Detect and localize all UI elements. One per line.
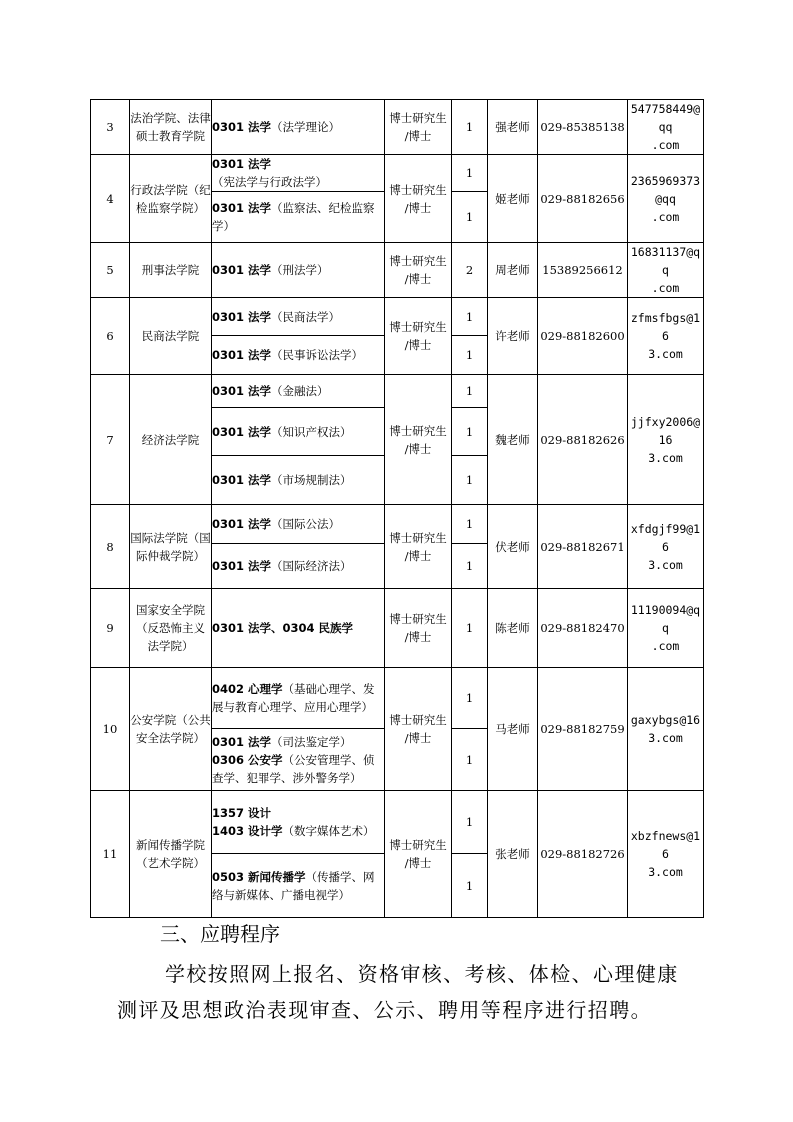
contact-phone: 029-88182726: [538, 791, 628, 918]
major-code: 0301 法学: [212, 384, 272, 398]
major-direction: （数字媒体艺术）: [282, 824, 375, 838]
email-line: 16831137@qq: [630, 245, 701, 277]
position-count: 1: [452, 505, 488, 544]
major-code: 0402 心理学: [212, 682, 283, 696]
contact-email[interactable]: [628, 100, 704, 155]
email-line: jjfxy2006@16: [630, 414, 701, 447]
major-direction: （知识产权法）: [271, 424, 352, 439]
table-row: [91, 589, 704, 668]
major-entry: [212, 557, 384, 575]
major-cell: [212, 505, 385, 544]
college-name: [130, 375, 212, 505]
major-code: 1357 设计: [212, 806, 272, 820]
degree-requirement: [385, 589, 452, 668]
major-entry: [212, 804, 384, 822]
table-row: [91, 100, 704, 155]
major-code: 1403 设计学: [212, 824, 283, 838]
degree-requirement: [385, 668, 452, 791]
contact-person: 许老师: [488, 298, 538, 375]
email-line: 2365969373@qq: [630, 173, 701, 206]
major-entry: [212, 868, 384, 904]
degree-requirement: [385, 505, 452, 589]
degree-requirement: [385, 100, 452, 155]
email-line: 3.com: [648, 865, 683, 879]
contact-email[interactable]: [628, 243, 704, 298]
degree-line: 博士研究生: [389, 530, 447, 545]
major-code: 0301 法学: [212, 473, 272, 487]
major-direction: （刑法学）: [271, 263, 329, 277]
contact-phone: 029-88182656: [538, 155, 628, 243]
major-code: 0306 公安学: [212, 752, 283, 767]
email-line: 3.com: [648, 450, 683, 465]
contact-person: 马老师: [488, 668, 538, 791]
contact-phone: 029-88182759: [538, 668, 628, 791]
degree-line: 博士研究生: [389, 838, 447, 852]
position-count: 1: [452, 375, 488, 408]
major-cell: [212, 854, 385, 918]
table-row: [91, 155, 704, 192]
contact-person: 魏老师: [488, 375, 538, 505]
major-code: 0301 法学: [212, 157, 272, 171]
major-direction: （国际经济法）: [271, 559, 352, 573]
major-entry: [212, 118, 384, 136]
degree-line: /博士: [404, 856, 432, 870]
college-line: （艺术学院）: [136, 856, 205, 870]
contact-email[interactable]: [628, 791, 704, 918]
degree-line: /博士: [404, 200, 432, 215]
major-cell: [212, 589, 385, 668]
college-line: 刑事法学院: [141, 263, 200, 277]
major-code: 0301 法学: [212, 348, 272, 362]
major-cell: [212, 243, 385, 298]
major-entry: [212, 822, 384, 840]
contact-person: 张老师: [488, 791, 538, 918]
table-row: [91, 668, 704, 729]
major-entry: [212, 471, 384, 489]
major-code: 0503 新闻传播学: [212, 869, 306, 884]
position-count: 1: [452, 668, 488, 729]
major-direction: （金融法）: [271, 384, 329, 398]
contact-phone: 029-88182600: [538, 298, 628, 375]
degree-line: /博士: [404, 630, 432, 644]
degree-line: 博士研究生: [389, 182, 447, 197]
major-direction: （宪法学与行政法学）: [212, 175, 327, 189]
major-direction: （司法鉴定学）: [271, 734, 352, 749]
major-code: 0301 法学: [212, 424, 272, 439]
table-row: [91, 298, 704, 336]
contact-phone: 029-88182470: [538, 589, 628, 668]
contact-email[interactable]: [628, 298, 704, 375]
contact-email[interactable]: [628, 505, 704, 589]
position-count: 1: [452, 100, 488, 155]
email-line: .com: [651, 639, 680, 653]
major-entry: [212, 199, 384, 235]
college-line: 民商法学院: [141, 329, 200, 343]
position-count: 1: [452, 456, 488, 505]
major-code: 0301 法学: [212, 263, 272, 277]
degree-line: 博士研究生: [389, 713, 447, 727]
row-number: 11: [91, 791, 130, 918]
college-name: [130, 243, 212, 298]
position-count: 1: [452, 298, 488, 336]
major-cell: [212, 298, 385, 336]
contact-email[interactable]: [628, 589, 704, 668]
major-code: 0301 法学、0304 民族学: [212, 621, 354, 635]
row-number: 10: [91, 668, 130, 791]
degree-requirement: [385, 243, 452, 298]
email-line: 547758449@qq: [630, 102, 701, 134]
college-line: 国际法学院（国: [130, 530, 211, 545]
major-entry: [212, 346, 384, 364]
degree-line: 博士研究生: [389, 111, 447, 125]
row-number: 7: [91, 375, 130, 505]
major-entry: [212, 423, 384, 441]
recruitment-table: [90, 99, 704, 918]
contact-email[interactable]: [628, 668, 704, 791]
college-line: 安全法学院）: [136, 731, 205, 745]
major-cell: [212, 375, 385, 408]
email-line: gaxybgs@16: [630, 713, 701, 727]
major-cell: [212, 192, 385, 243]
major-entry: [212, 382, 384, 400]
major-code: 0301 法学: [212, 517, 272, 531]
contact-email[interactable]: [628, 155, 704, 243]
major-code: 0301 法学: [212, 120, 272, 134]
row-number: 8: [91, 505, 130, 589]
degree-requirement: [385, 298, 452, 375]
contact-person: 伏老师: [488, 505, 538, 589]
contact-email[interactable]: [628, 375, 704, 505]
procedure-paragraph: 学校按照网上报名、资格审核、考核、体检、心理健康测评及思想政治表现审查、公示、聘用等程序进行招聘。: [117, 962, 679, 1022]
degree-line: 博士研究生: [389, 254, 447, 268]
contact-person: 周老师: [488, 243, 538, 298]
degree-line: 博士研究生: [389, 320, 447, 334]
major-code: 0301 法学: [212, 734, 272, 749]
email-line: zfmsfbgs@16: [630, 311, 701, 343]
major-entry: [212, 619, 384, 637]
position-count: 1: [452, 408, 488, 456]
degree-line: /博士: [404, 272, 432, 286]
college-name: [130, 155, 212, 243]
college-line: 法治学院、法律: [130, 111, 211, 125]
degree-line: /博士: [404, 548, 432, 563]
contact-phone: 15389256612: [538, 243, 628, 298]
college-name: [130, 589, 212, 668]
email-line: xbzfnews@16: [630, 829, 701, 861]
major-cell: [212, 100, 385, 155]
degree-line: /博士: [404, 441, 432, 456]
college-line: 公安学院（公共: [130, 713, 211, 727]
degree-line: 博士研究生: [389, 612, 447, 626]
row-number: 3: [91, 100, 130, 155]
college-name: [130, 791, 212, 918]
section-title: 三、应聘程序: [160, 922, 280, 946]
major-entry: [212, 155, 384, 191]
contact-phone: 029-85385138: [538, 100, 628, 155]
position-count: 1: [452, 336, 488, 375]
major-direction: （公安管理学、侦查学、犯罪学、涉外警务学）: [212, 752, 375, 785]
degree-requirement: [385, 791, 452, 918]
major-cell: [212, 336, 385, 375]
college-line: 新闻传播学院: [136, 838, 205, 852]
major-cell: [212, 544, 385, 589]
degree-requirement: [385, 155, 452, 243]
major-entry: [212, 680, 384, 716]
major-code: 0301 法学: [212, 559, 272, 573]
contact-person: 强老师: [488, 100, 538, 155]
major-entry: [212, 308, 384, 326]
position-count: 1: [452, 589, 488, 668]
major-direction: （基础心理学、发展与教育心理学、应用心理学）: [212, 682, 375, 714]
college-name: [130, 100, 212, 155]
major-entry: [212, 515, 384, 533]
position-count: 1: [452, 729, 488, 791]
college-line: 经济法学院: [141, 432, 200, 447]
row-number: 6: [91, 298, 130, 375]
major-code: 0301 法学: [212, 309, 272, 324]
college-line: （反恐怖主义: [136, 621, 205, 635]
major-cell: [212, 791, 385, 854]
position-count: 1: [452, 192, 488, 243]
position-count: 2: [452, 243, 488, 298]
degree-line: /博士: [404, 338, 432, 352]
college-line: 国家安全学院: [136, 603, 205, 617]
position-count: 1: [452, 791, 488, 854]
email-line: 3.com: [648, 731, 683, 745]
table-row: [91, 791, 704, 854]
email-line: 11190094@qq: [630, 603, 701, 635]
contact-phone: 029-88182626: [538, 375, 628, 505]
email-line: .com: [651, 138, 680, 152]
email-line: xfdgjf99@16: [630, 521, 701, 554]
degree-line: /博士: [404, 129, 432, 143]
major-direction: （法学理论）: [271, 120, 341, 134]
major-cell: [212, 729, 385, 791]
table-row: [91, 505, 704, 544]
college-line: 检监察学院）: [136, 200, 205, 215]
table-row: [91, 243, 704, 298]
row-number: 9: [91, 589, 130, 668]
email-line: .com: [651, 281, 680, 295]
college-line: 硕士教育学院: [136, 129, 205, 143]
major-cell: [212, 155, 385, 192]
row-number: 4: [91, 155, 130, 243]
position-count: 1: [452, 544, 488, 589]
contact-phone: 029-88182671: [538, 505, 628, 589]
college-name: [130, 668, 212, 791]
major-cell: [212, 668, 385, 729]
major-direction: （民商法学）: [271, 309, 341, 324]
college-name: [130, 505, 212, 589]
position-count: 1: [452, 854, 488, 918]
contact-person: 姬老师: [488, 155, 538, 243]
email-line: 3.com: [648, 347, 683, 361]
position-count: 1: [452, 155, 488, 192]
major-direction: （市场规制法）: [271, 473, 352, 487]
major-code: 0301 法学: [212, 201, 272, 215]
email-line: .com: [651, 209, 680, 224]
major-direction: （民事诉讼法学）: [271, 348, 364, 362]
college-line: 法学院）: [147, 639, 194, 653]
row-number: 5: [91, 243, 130, 298]
major-entry: [212, 733, 384, 751]
major-cell: [212, 408, 385, 456]
email-line: 3.com: [648, 557, 683, 572]
major-direction: （国际公法）: [271, 517, 341, 531]
college-line: 行政法学院（纪: [130, 182, 211, 197]
degree-requirement: [385, 375, 452, 505]
table-row: [91, 375, 704, 408]
degree-line: /博士: [404, 731, 432, 745]
degree-line: 博士研究生: [389, 423, 447, 438]
major-cell: [212, 456, 385, 505]
major-entry: [212, 261, 384, 279]
major-direction: （传播学、网络与新媒体、广播电视学）: [212, 869, 375, 902]
contact-person: 陈老师: [488, 589, 538, 668]
major-entry: [212, 751, 384, 787]
college-line: 际仲裁学院）: [136, 548, 205, 563]
college-name: [130, 298, 212, 375]
major-direction: （监察法、纪检监察学）: [212, 201, 375, 233]
